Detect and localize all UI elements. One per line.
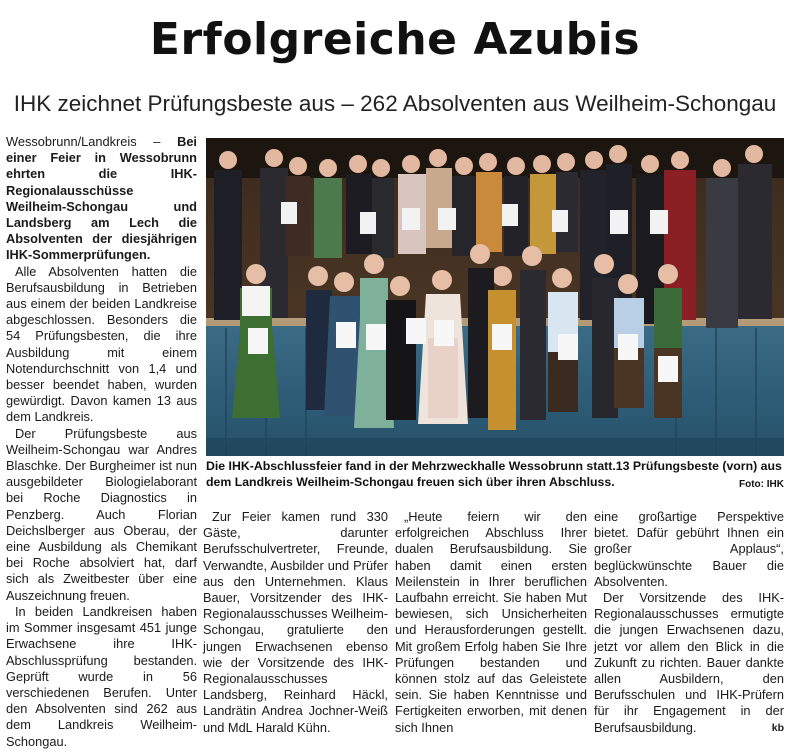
column-2 [203, 509, 388, 736]
paragraph: Zur Feier kamen rund 330 Gäste, darunter Berufsschulvertreter, Freunde, Verwandte, Ausbilder und Prüfer aus den Unternehmen. Klaus Bauer, Vorsitzender des IHK-Regionalausschusses Weilheim-Schongau, gratulierte den jungen Erwachsenen ebenso wie der Vorsitzende des IHK-Regionalausschusses Landsberg, Reinhard Häckl, Landrätin Andrea Jochner-Weiß und MdL Harald Kühn. [203, 509, 388, 735]
lead-text: Bei einer Feier in Wessobrunn ehrten die IHK-Regionalausschüsse Weilheim-Schongau und Landsberg am Lech die Absolventen der diesjährigen IHK-Sommerprüfungen. [6, 134, 197, 263]
author-signature: kb [771, 721, 784, 734]
lead-paragraph [6, 134, 197, 264]
column-1 [6, 134, 197, 750]
paragraph: Alle Absolventen hatten die Berufsausbildung in Betrieben aus einem der beiden Landkreise abgeschlossen. Besonders die 54 Prüfungsbesten, die ihre Ausbildung mit einem Notendurchschnitt von 1,4 und besser beendet haben, wurden gewürdigt. Davon kamen 13 aus dem Landkreis. [6, 263, 197, 425]
paragraph-text: Der Vorsitzende des IHK-Regionalausschusses ermutigte die jungen Erwachsenen dazu, jetzt vor allem den Blick in die Zukunft zu richten. Bauer dankte allen Ausbildern, den Berufsschulen und IHK-Prüfern für ihr Engagement in der Berufsausbildung. [594, 590, 784, 735]
paragraph-with-signature [594, 590, 784, 736]
column-4 [594, 509, 784, 736]
column-3 [395, 509, 587, 736]
dateline: Wessobrunn/Landkreis – [6, 134, 178, 149]
caption-text: Die IHK-Abschlussfeier fand in der Mehrzweckhalle Wessobrunn statt.13 Prüfungsbeste (vorn) aus dem Landkreis Weilheim-Schongau freuen sich über ihren Abschluss. [206, 459, 782, 489]
photo-caption [206, 459, 784, 492]
group-photo-illustration [206, 138, 784, 456]
subheadline: IHK zeichnet Prüfungsbeste aus – 262 Absolventen aus Weilheim-Schongau [13, 91, 777, 116]
group-photo [206, 138, 784, 456]
paragraph: Der Prüfungsbeste aus Weilheim-Schongau war Andres Blaschke. Der Burgheimer ist nun ausgebildeter Biologielaborant bei Roche Diagnostics in Penzberg. Auch Florian Deichslberger aus Oberau, der eine Ausbildung als Chemikant bei Roche absolviert hat, darf sich als Zweitbester über eine Auszeichnung freuen. [6, 425, 197, 603]
paragraph: eine großartige Perspektive bietet. Dafür gebührt Ihnen ein großer Applaus“, beglückwünschte Bauer die Absolventen. [594, 509, 784, 589]
headline: Erfolgreiche Azubis [149, 14, 641, 65]
paragraph: In beiden Landkreisen haben im Sommer insgesamt 451 junge Erwachsene ihre IHK-Abschlussprüfung bestanden. Geprüft wurde in 56 verschiedenen Berufen. Unter den Absolventen sind 262 aus dem Landkreis Weilheim-Schongau. [6, 603, 197, 749]
paragraph: „Heute feiern wir den erfolgreichen Abschluss Ihrer dualen Berufsausbildung. Sie haben damit einen ersten Meilenstein in Ihrer beruflichen Laufbahn erreicht. Sie haben Mut bewiesen, sich Unsicherheiten und Herausforderungen gestellt. Mit großem Erfolg haben Sie Ihre Prüfungen bestanden und können stolz auf das Geleistete sein. Sie haben Kenntnisse und Fertigkeiten erworben, mit denen sich Ihnen [395, 509, 587, 735]
photo-credit: Foto: IHK [739, 478, 784, 490]
